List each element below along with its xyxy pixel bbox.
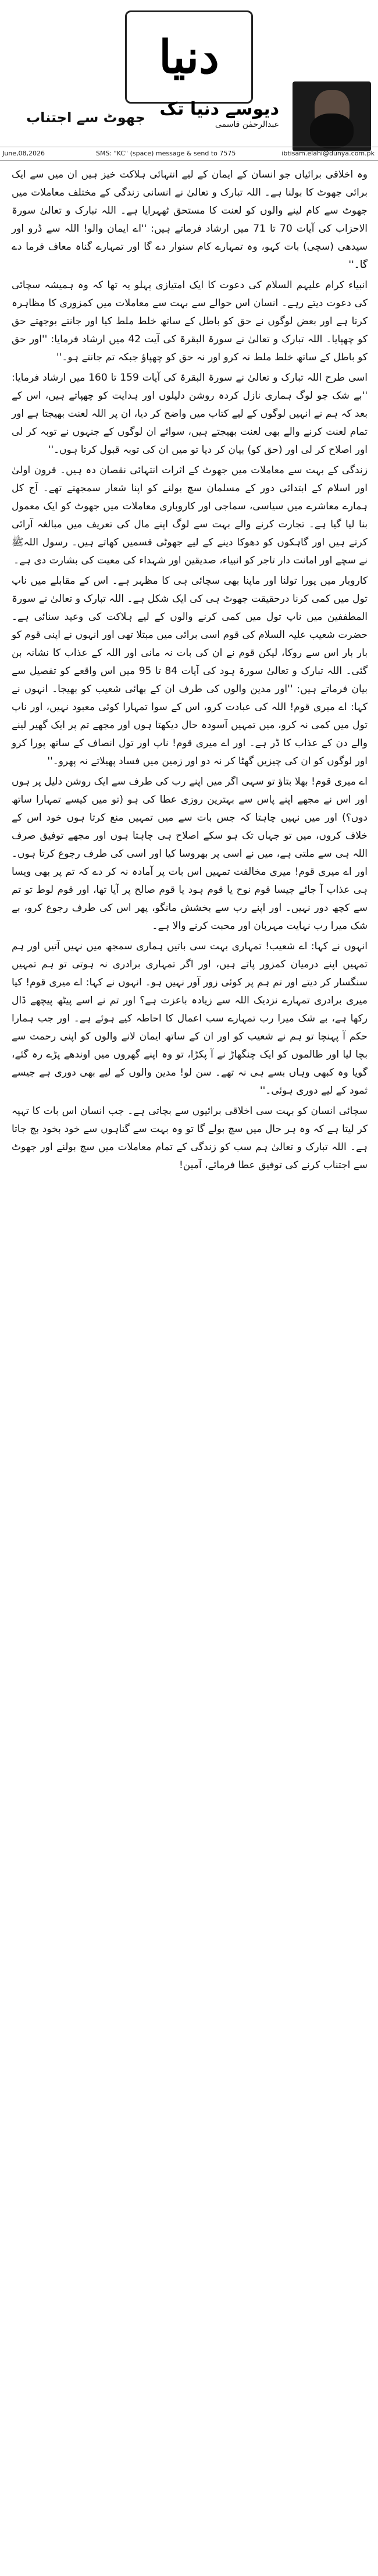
article-paragraph: اے میری قوم! بھلا بتاؤ تو سہی اگر میں اپنے رب کی طرف سے ایک روشن دلیل پر ہوں اور اس نے مجھے اپنے پاس سے بہترین روزی عطا کی ہو (تو میں کیسے تمہارا ساتھ دوں؟) اور میں نہیں چاہتا کہ جس بات سے میں تمہیں منع کرتا ہوں خود اس کے خلاف کروں، میں تو جہاں تک ہو سکے اصلاح ہی چاہتا ہوں اور مجھے توفیق صرف اللہ ہی سے ملتی ہے، میں نے اسی پر بھروسا کیا اور اسی کی طرف رجوع کرتا ہوں۔ اور اے میری قوم! میری مخالفت تمہیں اس بات پر آمادہ نہ کر دے کہ تم پر بھی ویسا ہی عذاب آ جائے جیسا قوم نوح یا قوم ہود یا قوم صالح پر آیا تھا، اور قوم لوط تو تم سے کچھ دور نہیں۔ اور اپنے رب سے بخشش مانگو، پھر اس کی طرف رجوع کرو، بے شک میرا رب نہایت مہربان اور محبت کرنے والا ہے۔ [12, 776, 368, 932]
article-paragraph: سچائی انسان کو بہت سی اخلاقی برائیوں سے بچاتی ہے۔ جب انسان اس بات کا تہیہ کر لیتا ہے کہ وہ ہر حال میں سچ بولے گا تو وہ بہت سے گناہوں سے خود بخود بچ جاتا ہے۔ اللہ تبارک و تعالیٰ ہم سب کو زندگی کے تمام معاملات میں سچ بولنے اور جھوٹ سے اجتناب کرنے کی توفیق عطا فرمائے، آمین! [12, 1105, 368, 1171]
header [0, 0, 378, 148]
newspaper-logo [125, 10, 253, 104]
article-paragraph: زندگی کے بہت سے معاملات میں جھوٹ کے اثرات انتہائی نقصان دہ ہیں۔ قرون اولیٰ اور اسلام کے ابتدائی دور کے مسلمان سچ بولنے کو اپنا شعار سمجھتے تھے۔ آج کل ہمارے معاشرے میں سیاسی، سماجی اور کاروباری معاملات میں جھوٹ کو ایک معمول بنا لیا گیا ہے۔ تجارت کرنے والے بہت سے لوگ اپنے مال کی تعریف میں مبالغہ آرائی کرتے ہیں اور گاہکوں کو دھوکا دینے کے لیے جھوٹی قسمیں کھاتے ہیں۔ رسول اللہﷺ نے سچے اور امانت دار تاجر کو انبیاء، صدیقین اور شہداء کی معیت کی بشارت دی ہے۔ [12, 464, 368, 566]
logo-mark [125, 10, 253, 104]
publish-date: June,08,2026 [2, 150, 45, 157]
meta-bar [0, 147, 378, 161]
article-paragraph: انہوں نے کہا: اے شعیب! تمہاری بہت سی باتیں ہماری سمجھ میں نہیں آتیں اور ہم تمہیں اپنے درمیان کمزور پاتے ہیں، اور اگر تمہاری برادری نہ ہوتی تو ہم تمہیں سنگسار کر دیتے اور تم ہم پر کوئی زور آور نہیں ہو۔ انہوں نے کہا: اے میری قوم! کیا میری برادری تمہارے نزدیک اللہ سے زیادہ باعزت ہے؟ اور تم نے اسے پیٹھ پیچھے ڈال رکھا ہے، بے شک میرا رب تمہارے سب اعمال کا احاطہ کیے ہوئے ہے۔ اور جب ہمارا حکم آ پہنچا تو ہم نے شعیب کو اور ان کے ساتھ ایمان لانے والوں کو اپنی رحمت سے بچا لیا اور ظالموں کو ایک چنگھاڑ نے آ پکڑا، تو وہ اپنے گھروں میں اوندھے پڑے رہ گئے، گویا وہ کبھی وہاں بسے ہی نہ تھے۔ سن لو! مدین والوں کے لیے بھی دوری ہے جیسے ثمود کے لیے دوری ہوئی۔'' [12, 941, 368, 1097]
sms-info: SMS: "KC" (space) message & send to 7575 [96, 150, 236, 157]
logo-text: دنیا [159, 30, 219, 84]
author-photo [293, 81, 371, 151]
article-paragraph: انبیاء کرام علیہم السلام کی دعوت کا ایک امتیازی پہلو یہ تھا کہ وہ ہمیشہ سچائی کی دعوت دیتے رہے۔ انسان اس حوالے سے بہت سے معاملات میں کمزوری کا مظاہرہ کرتا ہے اور بعض لوگوں نے حق کو باطل کے ساتھ خلط ملط کیا اور جانتے بوجھتے حق کو چھپایا۔ اللہ تبارک و تعالیٰ نے سورۃ البقرۃ کی آیت 42 میں ارشاد فرمایا: ''اور حق کو باطل کے ساتھ خلط ملط نہ کرو اور نہ حق کو چھپاؤ جبکہ تم جانتے ہو۔'' [12, 279, 368, 363]
article-paragraph: اسی طرح اللہ تبارک و تعالیٰ نے سورۃ البقرۃ کی آیات 159 تا 160 میں ارشاد فرمایا: ''بے شک جو لوگ ہماری نازل کردہ روشن دلیلوں اور ہدایت کو چھپاتے ہیں، اس کے بعد کہ ہم نے انہیں لوگوں کے لیے کتاب میں واضح کر دیا، ان پر اللہ لعنت بھیجتا ہے اور تمام لعنت کرنے والے بھی لعنت بھیجتے ہیں، سوائے ان لوگوں کے جنہوں نے توبہ کر لی اور اصلاح کر لی اور (حق کو) بیان کر دیا تو میں ان کی توبہ قبول کرتا ہوں۔'' [12, 372, 368, 456]
article-paragraph: کاروبار میں پورا تولنا اور ماپنا بھی سچائی ہی کا مظہر ہے۔ اس کے مقابلے میں ناپ تول میں کمی کرنا درحقیقت جھوٹ ہی کی ایک شکل ہے۔ اللہ تبارک و تعالیٰ نے سورۃ المطففین میں ناپ تول میں کمی کرنے والوں کے لیے ہلاکت کی وعید سنائی ہے۔ حضرت شعیب علیہ السلام کی قوم اسی برائی میں مبتلا تھی اور انہوں نے اپنی قوم کو بار بار اس سے روکا، لیکن قوم نے ان کی بات نہ مانی اور اللہ کے عذاب کا نشانہ بن گئی۔ اللہ تبارک و تعالیٰ سورۃ ہود کی آیات 84 تا 95 میں اس واقعے کو تفصیل سے بیان فرماتے ہیں: ''اور مدین والوں کی طرف ان کے بھائی شعیب کو بھیجا۔ انہوں نے کہا: اے میری قوم! اللہ کی عبادت کرو، اس کے سوا تمہارا کوئی معبود نہیں، اور ناپ تول میں کمی نہ کرو، میں تمہیں آسودہ حال دیکھتا ہوں اور مجھے تم پر ایک گھیر لینے والے دن کے عذاب کا ڈر ہے۔ اور اے میری قوم! ناپ اور تول انصاف کے ساتھ پورا کرو اور لوگوں کو ان کی چیزیں گھٹا کر نہ دو اور زمین میں فساد پھیلاتے نہ پھرو۔'' [12, 575, 368, 767]
author-beard [310, 113, 354, 148]
article-title: جھوٹ سے اجتناب [26, 109, 145, 126]
column-name: دیوسے دنیا تک [159, 99, 279, 119]
article-paragraph: وہ اخلاقی برائیاں جو انسان کے ایمان کے لیے انتہائی ہلاکت خیز ہیں ان میں سے ایک برائی جھوٹ کا بولنا ہے۔ اللہ تبارک و تعالیٰ نے انسانی زندگی کے مختلف معاملات میں جھوٹ سے کام لینے والوں کو لعنت کا مستحق ٹھہرایا ہے۔ اللہ تبارک و تعالیٰ سورۃ الاحزاب کی آیات 70 تا 71 میں ارشاد فرماتے ہیں: ''اے ایمان والو! اللہ سے ڈرو اور سیدھی (سچی) بات کہو، وہ تمہارے کام سنوار دے گا اور تمہارے گناہ معاف فرما دے گا۔'' [12, 169, 368, 271]
article-body [12, 166, 368, 1177]
author-email[interactable]: ibtisam.elahi@dunya.com.pk [281, 150, 375, 157]
author-name: عبدالرحمٰن قاسمی [215, 120, 279, 129]
